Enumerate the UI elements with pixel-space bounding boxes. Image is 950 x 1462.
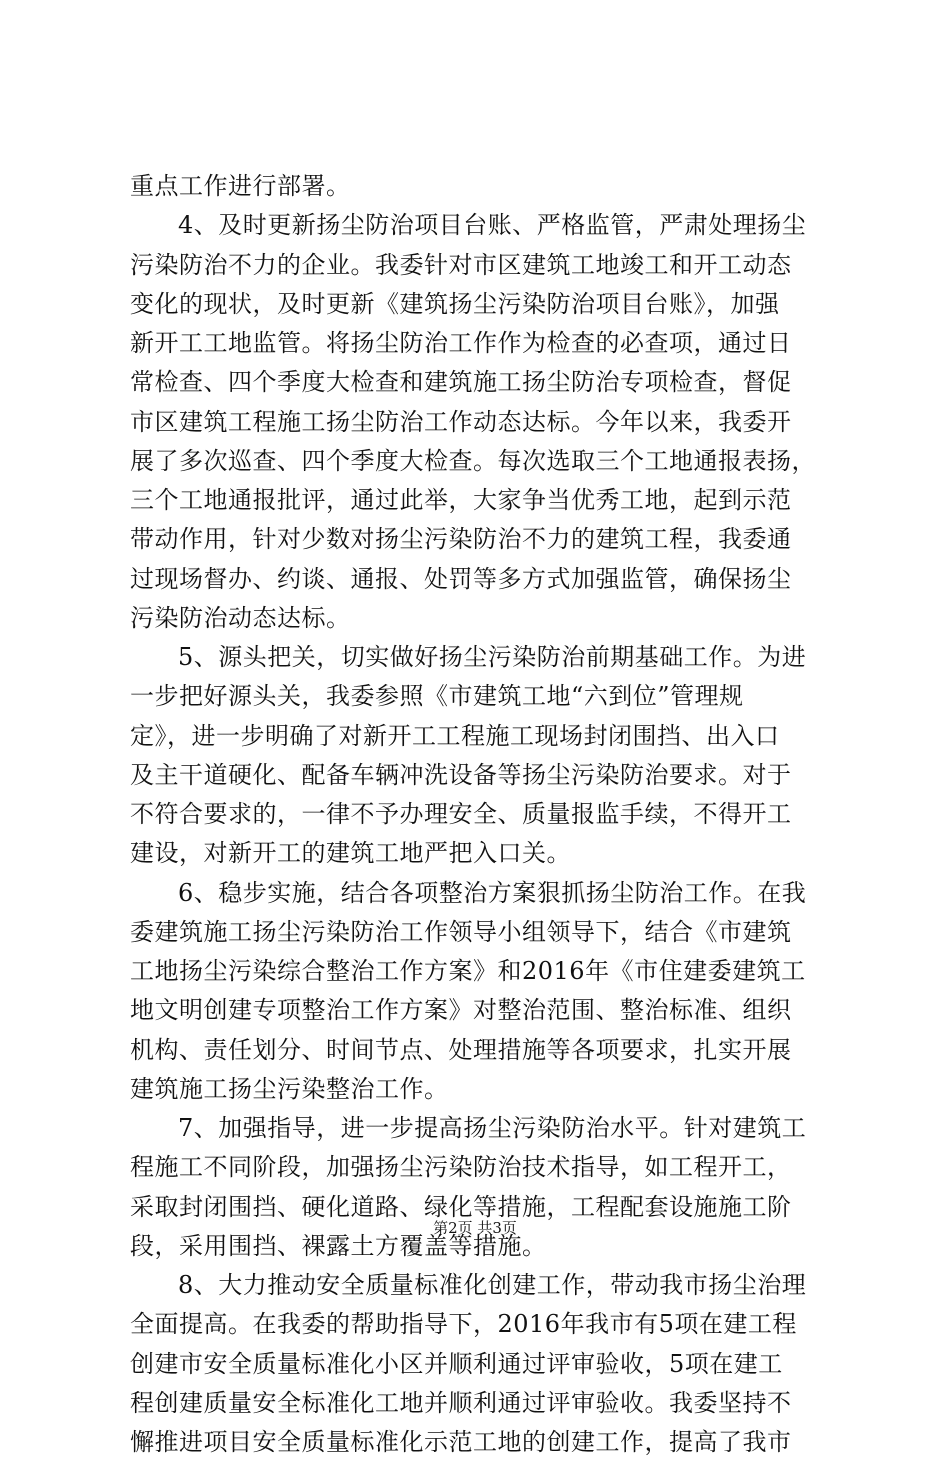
- text-line: 市区建筑工程施工扬尘防治工作动态达标。今年以来，我委开: [130, 407, 792, 436]
- text-line: 三个工地通报批评，通过此举，大家争当优秀工地，起到示范: [130, 486, 792, 514]
- text-line: 重点工作进行部署。: [130, 172, 351, 200]
- text-line: 过现场督办、约谈、通报、处罚等多方式加强监管，确保扬尘: [130, 564, 792, 593]
- text-line: 一步把好源头关，我委参照《市建筑工地“六到位”管理规: [130, 682, 744, 711]
- text-line: 污染防治不力的企业。我委针对市区建筑工地竣工和开工动态: [130, 250, 792, 279]
- text-line: 污染防治动态达标。: [130, 603, 351, 632]
- text-line: 程施工不同阶段，加强扬尘污染防治技术指导，如工程开工，: [130, 1153, 792, 1182]
- text-line: 展了多次巡查、四个季度大检查。每次选取三个工地通报表扬，: [130, 446, 816, 475]
- text-line: 变化的现状，及时更新《建筑扬尘污染防治项目台账》，加强: [130, 289, 780, 318]
- text-line: 采取封闭围挡、硬化道路、绿化等措施，工程配套设施施工阶: [130, 1192, 792, 1221]
- document-body: [130, 167, 826, 1462]
- text-line: 6、稳步实施，结合各项整治方案狠抓扬尘防治工作。在我: [178, 878, 807, 907]
- text-line: 建设，对新开工的建筑工地严把入口关。: [130, 839, 571, 868]
- text-line: 不符合要求的，一律不予办理安全、质量报监手续，不得开工: [130, 800, 792, 828]
- text-line: 懈推进项目安全质量标准化示范工地的创建工作，提高了我市: [130, 1428, 792, 1456]
- text-line: 机构、责任划分、时间节点、处理措施等各项要求，扎实开展: [130, 1035, 792, 1064]
- text-line: 5、源头把关，切实做好扬尘污染防治前期基础工作。为进: [178, 643, 807, 671]
- text-line: 建筑施工扬尘污染整治工作。: [130, 1074, 449, 1103]
- text-line: 委建筑施工扬尘污染防治工作领导小组领导下，结合《市建筑: [130, 917, 792, 946]
- text-line: 地文明创建专项整治工作方案》对整治范围、整治标准、组织: [130, 996, 792, 1025]
- page-footer: 第2页 共3页: [433, 1219, 517, 1237]
- text-line: 4、及时更新扬尘防治项目台账、严格监管，严肃处理扬尘: [178, 211, 807, 240]
- text-line: 工地扬尘污染综合整治工作方案》和2016年《市住建委建筑工: [130, 957, 806, 985]
- text-line: 7、加强指导，进一步提高扬尘污染防治水平。针对建筑工: [178, 1114, 807, 1142]
- text-line: 常检查、四个季度大检查和建筑施工扬尘防治专项检查，督促: [130, 368, 792, 397]
- text-line: 及主干道硬化、配备车辆冲洗设备等扬尘污染防治要求。对于: [130, 760, 792, 789]
- text-line: 带动作用，针对少数对扬尘污染防治不力的建筑工程，我委通: [130, 525, 792, 554]
- text-line: 新开工工地监管。将扬尘防治工作作为检查的必查项，通过日: [130, 329, 792, 357]
- text-line: 定》，进一步明确了对新开工工程施工现场封闭围挡、出入口: [130, 721, 780, 750]
- text-line: 8、大力推动安全质量标准化创建工作，带动我市扬尘治理: [178, 1271, 807, 1299]
- text-line: 创建市安全质量标准化小区并顺利通过评审验收，5项在建工: [130, 1349, 783, 1378]
- text-line: 全面提高。在我委的帮助指导下，2016年我市有5项在建工程: [130, 1310, 797, 1339]
- text-line: 程创建质量安全标准化工地并顺利通过评审验收。我委坚持不: [130, 1388, 792, 1417]
- text-line: 段，采用围挡、裸露土方覆盖等措施。: [130, 1231, 547, 1260]
